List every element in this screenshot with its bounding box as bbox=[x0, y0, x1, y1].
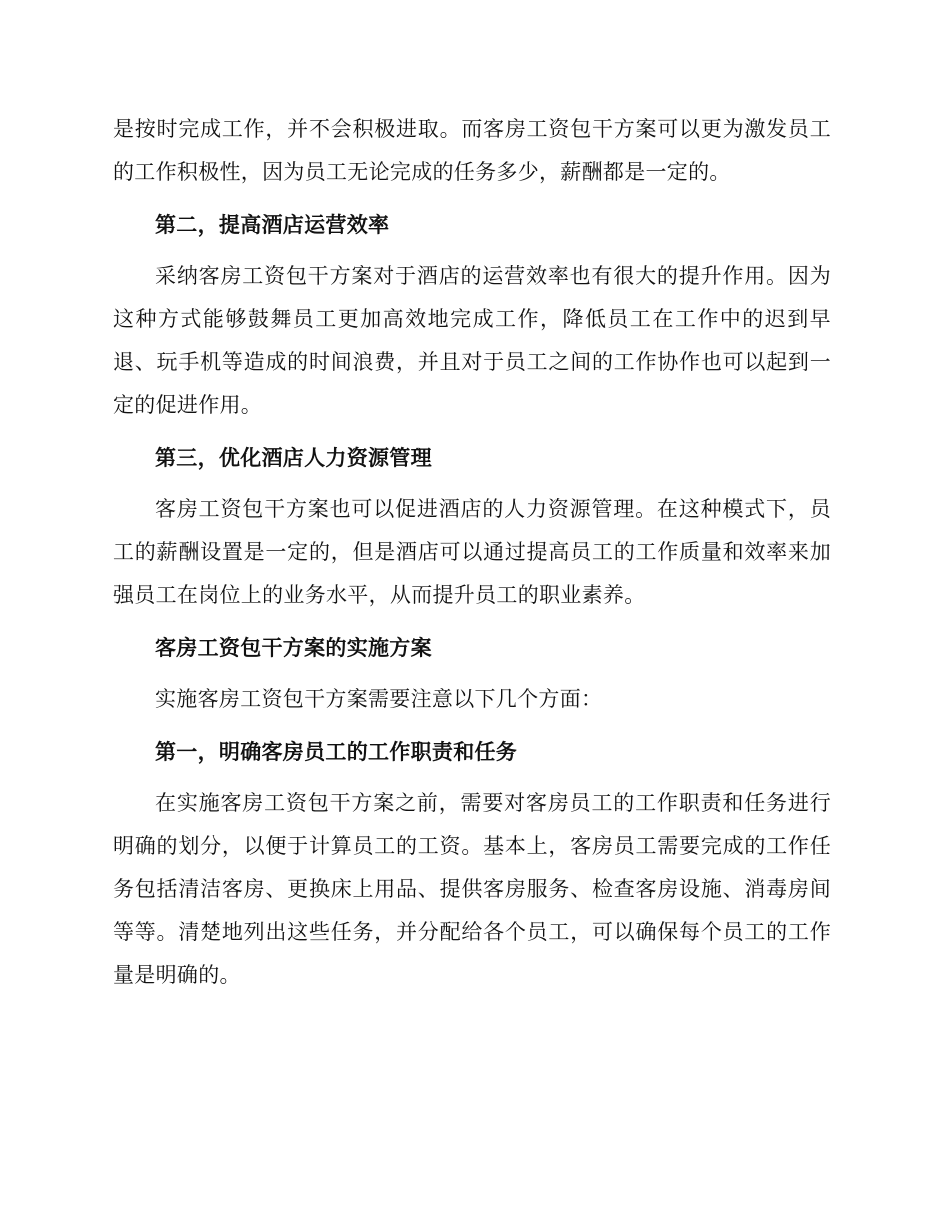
section-heading-define-duties: 第一，明确客房员工的工作职责和任务 bbox=[155, 739, 518, 764]
paragraph-continued: 是按时完成工作，并不会积极进取。而客房工资包干方案可以更为激发员工的工作积极性，因为员工无论完成的任务多少，薪酬都是一定的。 bbox=[113, 117, 831, 184]
section-heading-improve-efficiency: 第二，提高酒店运营效率 bbox=[155, 212, 390, 237]
paragraph-implementation-intro: 实施客房工资包干方案需要注意以下几个方面： bbox=[155, 687, 603, 711]
paragraph-define-duties: 在实施客房工资包干方案之前，需要对客房员工的工作职责和任务进行明确的划分，以便于计算员工的工资。基本上，客房员工需要完成的工作任务包括清洁客房、更换床上用品、提供客房服务、检查客房设施、消毒房间等等。清楚地列出这些任务，并分配给各个员工，可以确保每个员工的工作量是明确的。 bbox=[113, 791, 831, 987]
section-heading-hr-management: 第三，优化酒店人力资源管理 bbox=[155, 445, 432, 470]
paragraph-hr-management: 客房工资包干方案也可以促进酒店的人力资源管理。在这种模式下，员工的薪酬设置是一定的，但是酒店可以通过提高员工的工作质量和效率来加强员工在岗位上的业务水平，从而提升员工的职业素养。 bbox=[113, 497, 831, 607]
document-body bbox=[113, 108, 831, 997]
paragraph-efficiency: 采纳客房工资包干方案对于酒店的运营效率也有很大的提升作用。因为这种方式能够鼓舞员工更加高效地完成工作，降低员工在工作中的迟到早退、玩手机等造成的时间浪费，并且对于员工之间的工作协作也可以起到一定的促进作用。 bbox=[113, 264, 831, 417]
section-heading-implementation: 客房工资包干方案的实施方案 bbox=[155, 635, 432, 660]
